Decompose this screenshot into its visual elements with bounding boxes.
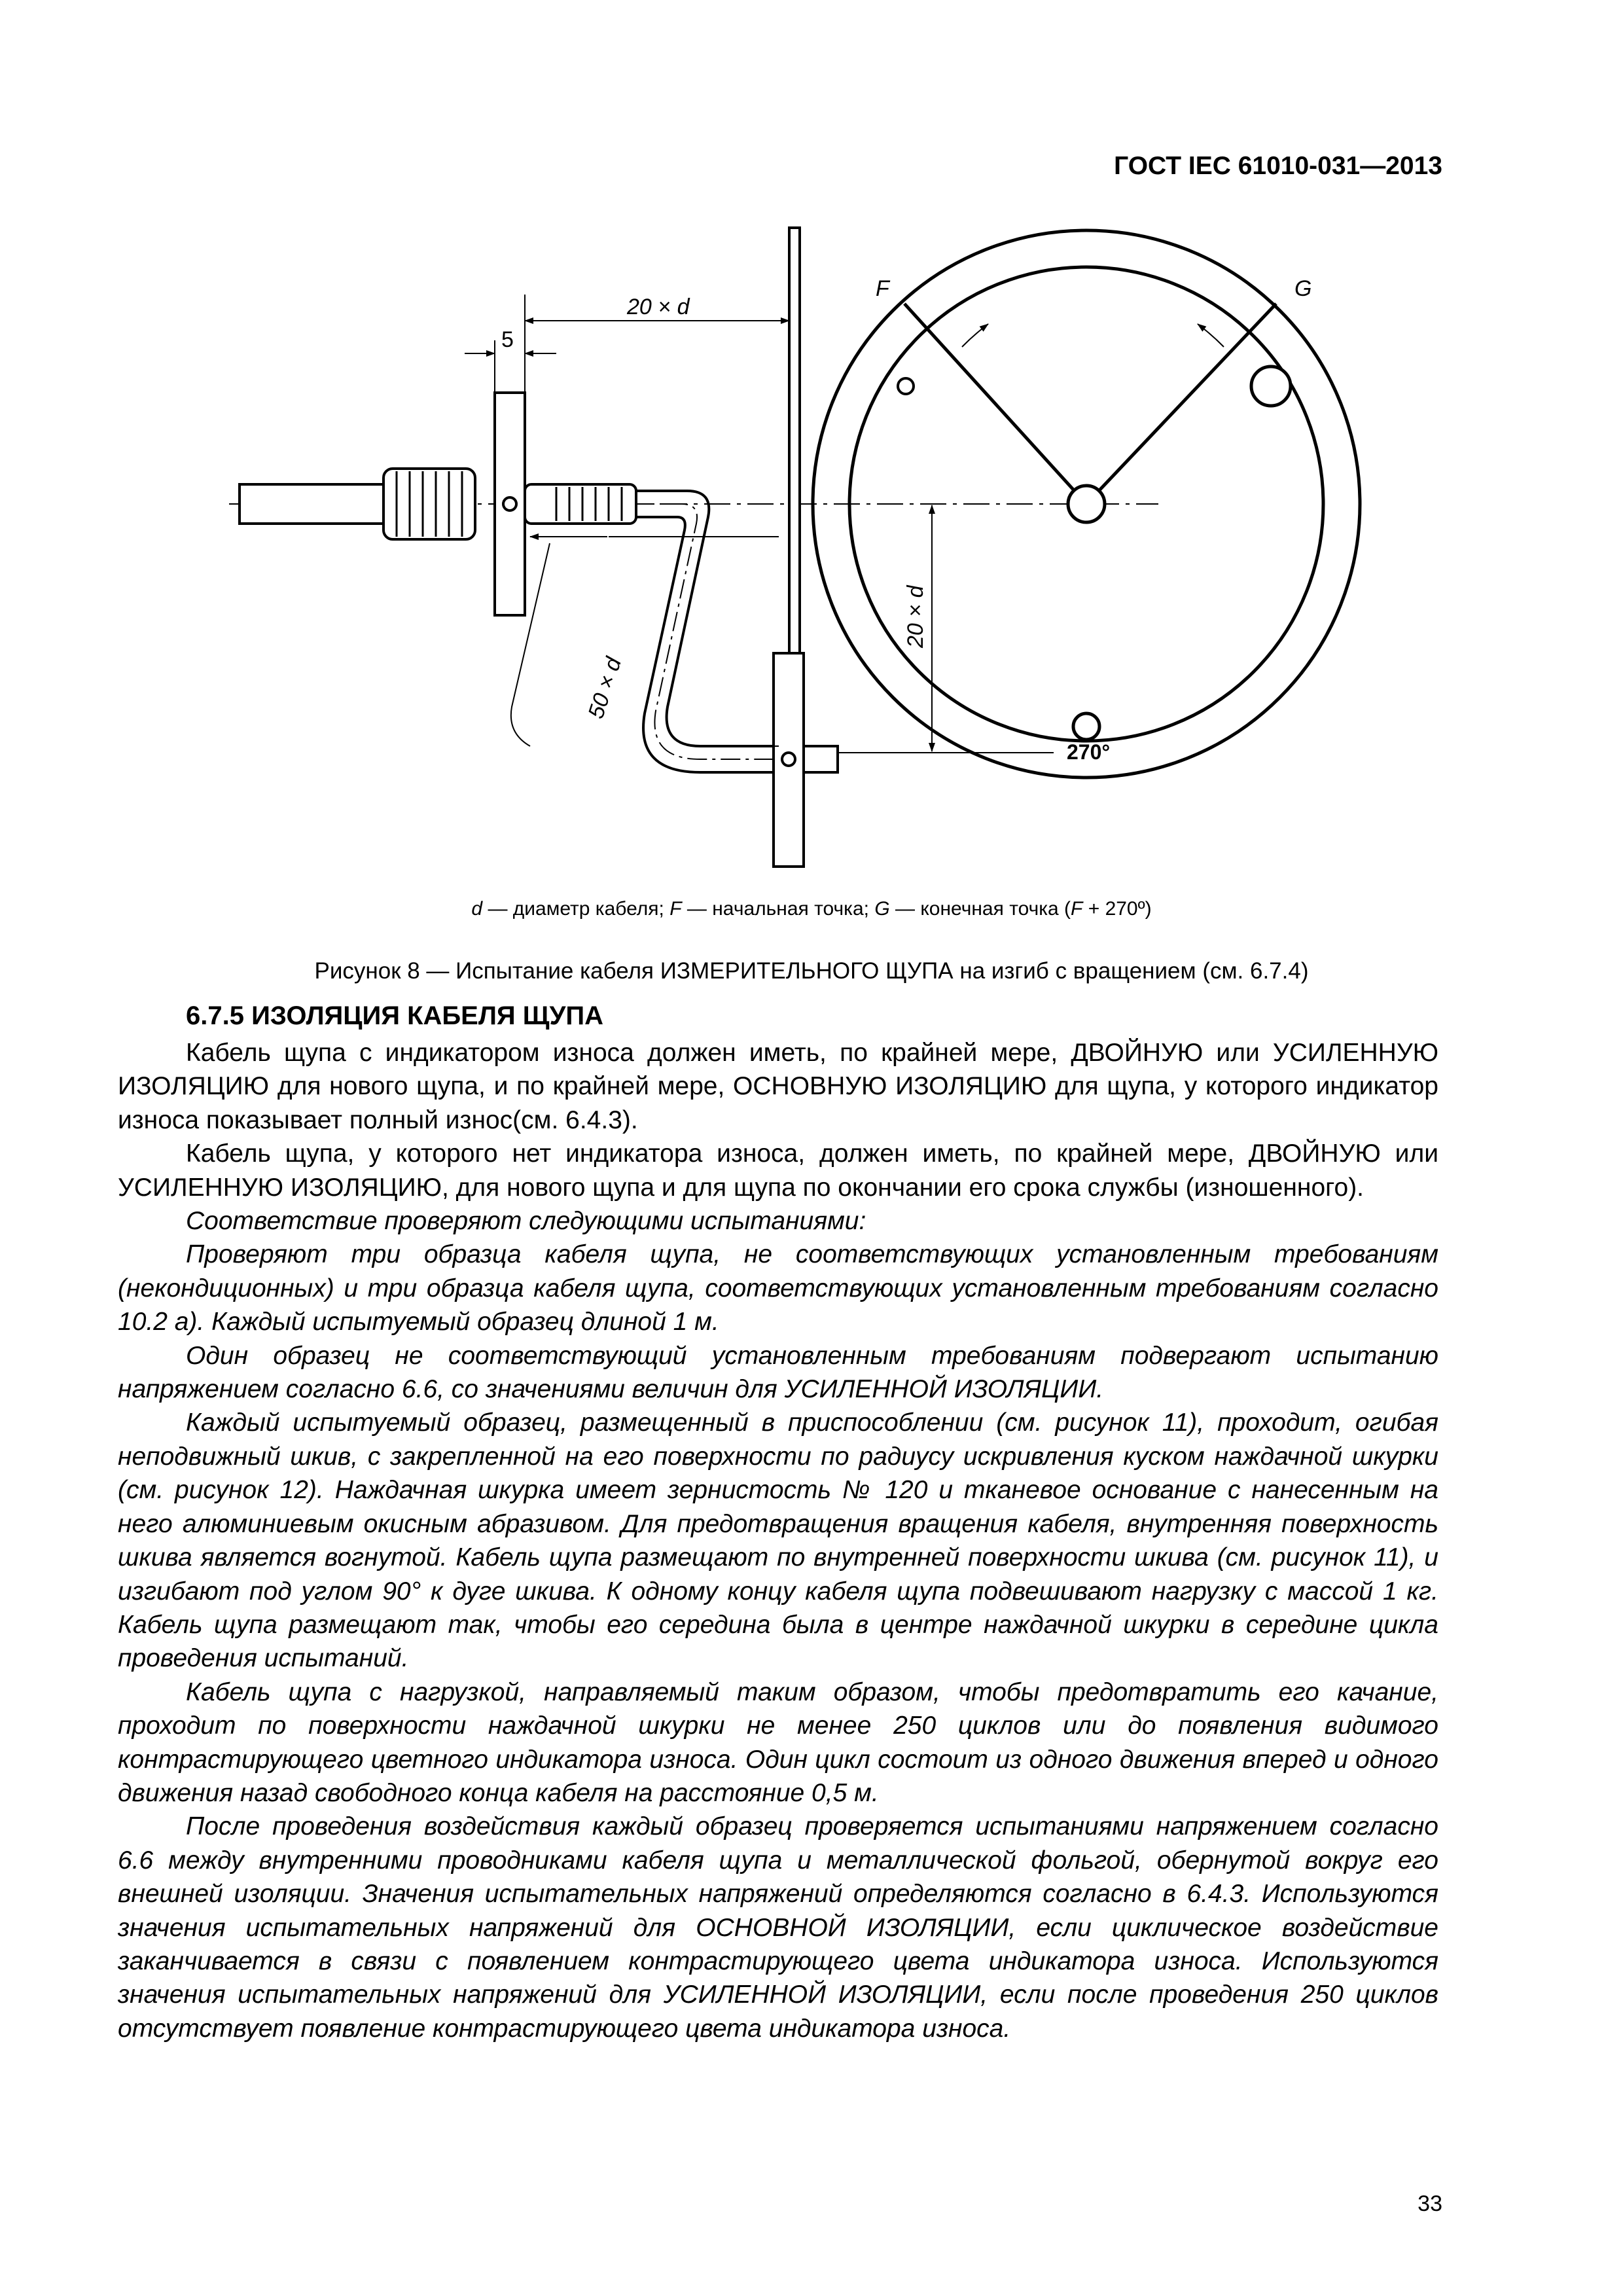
end-line-g [1086, 304, 1276, 504]
strain-relief [525, 484, 636, 524]
ring-center-pivot [1068, 486, 1105, 522]
section-body [118, 1001, 1438, 2045]
document-code: ГОСТ IEC 61010-031—2013 [1114, 152, 1442, 180]
angle-270-label: 270° [1067, 740, 1111, 764]
probe-handle [240, 484, 386, 524]
figure-caption: Рисунок 8 — Испытание кабеля ИЗМЕРИТЕЛЬНОГО ЩУПА на изгиб с вращением (см. 6.7.4) [314, 958, 1309, 984]
marker-top-left [898, 378, 914, 394]
figure-8-bend-test-diagram [216, 223, 1407, 903]
lower-clamp-pivot [782, 753, 795, 766]
bent-cable-outer [635, 491, 774, 746]
paragraph-compliance: Соответствие проверяют следующими испытаниями: [186, 1207, 866, 1236]
dimension-50d-label: 50 × d [583, 654, 627, 722]
dimension-5-label: 5 [501, 327, 514, 352]
dimension-20d-label: 20 × d [627, 295, 690, 319]
dimension-vertical-20d-label: 20 × d [903, 585, 928, 648]
paragraph-compliance: После проведения воздействия каждый образец проверяется испытаниями напряжением согласно 6.6 между внутренними проводниками кабеля щупа и металлической фольгой, обернутой вокруг его внешней изоляции. Значения испытательных напряжений определяются согласно в 6.4.3. Используются значения испытательных напряжений для ОСНОВНОЙ ИЗОЛЯЦИИ, если циклическое воздействие заканчивается в связи с появлением контрастирующего цвета индикатора износа. Используются значения испытательных напряжений для УСИЛЕННОЙ ИЗОЛЯЦИИ, если после проведения 250 циклов отсутствует появление контрастирующего цвета индикатора износа. [118, 1812, 1438, 2043]
marker-top-right [1251, 367, 1291, 406]
section-heading: 6.7.5 ИЗОЛЯЦИЯ КАБЕЛЯ ЩУПА [186, 1001, 604, 1030]
point-g-label: G [1294, 276, 1312, 301]
start-line-f [904, 304, 1086, 504]
cable-centerline [635, 504, 774, 759]
lower-clamp-pin [804, 746, 838, 772]
paragraph: Кабель щупа, у которого нет индикатора износа, должен иметь, по крайней мере, ДВОЙНУЮ или УСИЛЕННУЮ ИЗОЛЯЦИЮ, для нового щупа и для щупа по окончании его срока службы (изношенного). [118, 1139, 1438, 1202]
rotation-arc-left [962, 324, 988, 347]
page-number: 33 [1418, 2191, 1442, 2216]
rotation-arc-right [1198, 324, 1224, 347]
marker-bottom-270 [1073, 713, 1099, 740]
paragraph: Кабель щупа с индикатором износа должен иметь, по крайней мере, ДВОЙНУЮ или УСИЛЕННУЮ ИЗОЛЯЦИЮ для нового щупа, и по крайней мере, ОСНОВНУЮ ИЗОЛЯЦИЮ для щупа, у которого индикатор износа показывает полный износ(см. 6.4.3). [118, 1039, 1438, 1134]
paragraph-compliance: Проверяют три образца кабеля щупа, не соответствующих установленным требованиям (некондиционных) и три образца кабеля щупа, соответствующих установленным требованиям согласно 10.2 а). Каждый испытуемый образец длиной 1 м. [118, 1240, 1438, 1336]
paragraph-compliance: Кабель щупа с нагрузкой, направляемый таким образом, чтобы предотвратить его качание, проходит по поверхности наждачной шкурки не менее 250 циклов или до появления видимого контрастирующего цветного индикатора износа. Один цикл состоит из одного движения вперед и одного движения назад свободного конца кабеля на расстояние 0,5 м. [118, 1677, 1438, 1807]
vertical-rod [789, 228, 800, 653]
figure-legend: d — диаметр кабеля; F — начальная точка; G — конечная точка (F + 270º) [471, 898, 1152, 920]
paragraph-compliance: Каждый испытуемый образец, размещенный в приспособлении (см. рисунок 11), проходит, огибая неподвижный шкив, с закрепленной на его поверхности по радиусу искривления куском наждачной шкурки (см. рисунок 12). Наждачная шкурка имеет зернистость № 120 и тканевое основание с нанесенным на него алюминиевым окисным абразивом. Для предотвращения вращения кабеля, внутренняя поверхность шкива является вогнутой. Кабель щупа размещают по внутренней поверхности шкива (см. рисунок 11), и изгибают под углом 90° к дуге шкива. К одному концу кабеля щупа подвешивают нагрузку с массой 1 кг. Кабель щупа размещают так, чтобы его середина была в центре наждачной шкурки в середине цикла проведения испытаний. [118, 1408, 1438, 1673]
legend-d: d [471, 898, 483, 920]
left-clamp-pivot [503, 497, 516, 511]
point-f-label: F [876, 276, 889, 301]
bent-cable-inner [635, 517, 774, 772]
paragraph-compliance: Один образец не соответствующий установленным требованиям подвергают испытанию напряжением согласно 6.6, со значениями величин для УСИЛЕННОЙ ИЗОЛЯЦИИ. [118, 1341, 1438, 1404]
bend-test-drawing [216, 223, 1407, 903]
